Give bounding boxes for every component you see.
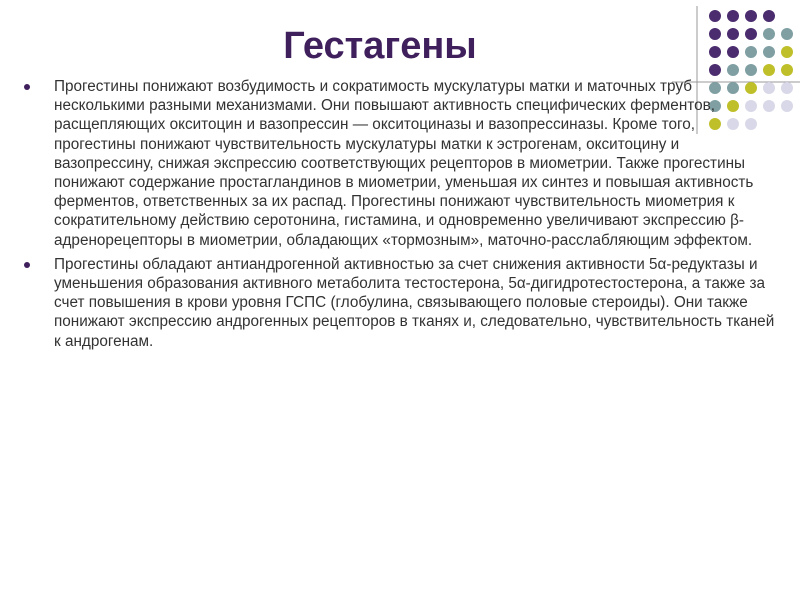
decor-dot — [781, 46, 793, 58]
decor-dot — [781, 28, 793, 40]
bullet-item-1 — [24, 77, 776, 250]
decor-dot — [763, 64, 775, 76]
decor-dot — [727, 46, 739, 58]
decor-dot — [709, 28, 721, 40]
decor-dot — [727, 10, 739, 22]
decor-dot — [781, 100, 793, 112]
bullet-dot-icon — [24, 262, 30, 268]
bullet-dot-icon — [24, 84, 30, 90]
decor-dot — [745, 10, 757, 22]
decor-dot — [709, 46, 721, 58]
decor-dot — [745, 28, 757, 40]
decor-dot — [763, 10, 775, 22]
decor-dot — [709, 10, 721, 22]
decor-dot — [763, 28, 775, 40]
decor-dot — [727, 28, 739, 40]
decor-dot — [727, 64, 739, 76]
decor-dot — [745, 64, 757, 76]
bullet-list — [24, 77, 776, 356]
bullet-item-2 — [24, 255, 776, 351]
decor-dot — [781, 64, 793, 76]
slide-title: Гестагены — [283, 25, 477, 67]
decor-dot — [781, 82, 793, 94]
decor-dot — [709, 64, 721, 76]
decor-dot — [745, 46, 757, 58]
bullet-text: Прогестины понижают возбудимость и сократимость мускулатуры матки и маточных труб несколькими разными механизмами. Они повышают активность специфических ферментов, расщепляющих окситоцин и вазопрессин — окситоциназы и вазопрессиназы. Кроме того, прогестины понижают чувствительность мускулатуры матки к эстрогенам, окситоцину и вазопрессину, снижая экспрессию соответствующих рецепторов в миометрии. Также прогестины понижают содержание простагландинов в миометрии, уменьшая их синтез и повышая активность ферментов, ответственных за их распад. Прогестины понижают чувствительность миометрия к сократительному действию серотонина, гистамина, и одновременно увеличивают экспрессию β-адренорецепторы в миометрии, обладающих «тормозным», маточно-расслабляющим эффектом. — [54, 78, 754, 249]
bullet-text: Прогестины обладают антиандрогенной активностью за счет снижения активности 5α-редуктазы и уменьшения образования активного метаболита тестостерона, 5α-дигидротестостерона, а также за счет повышения в крови уровня ГСПС (глобулина, связывающего половые стероиды). Они также понижают экспрессию андрогенных рецепторов в тканях и, следовательно, чувствительность тканей к андрогенам. — [54, 255, 775, 350]
decor-dot — [763, 46, 775, 58]
